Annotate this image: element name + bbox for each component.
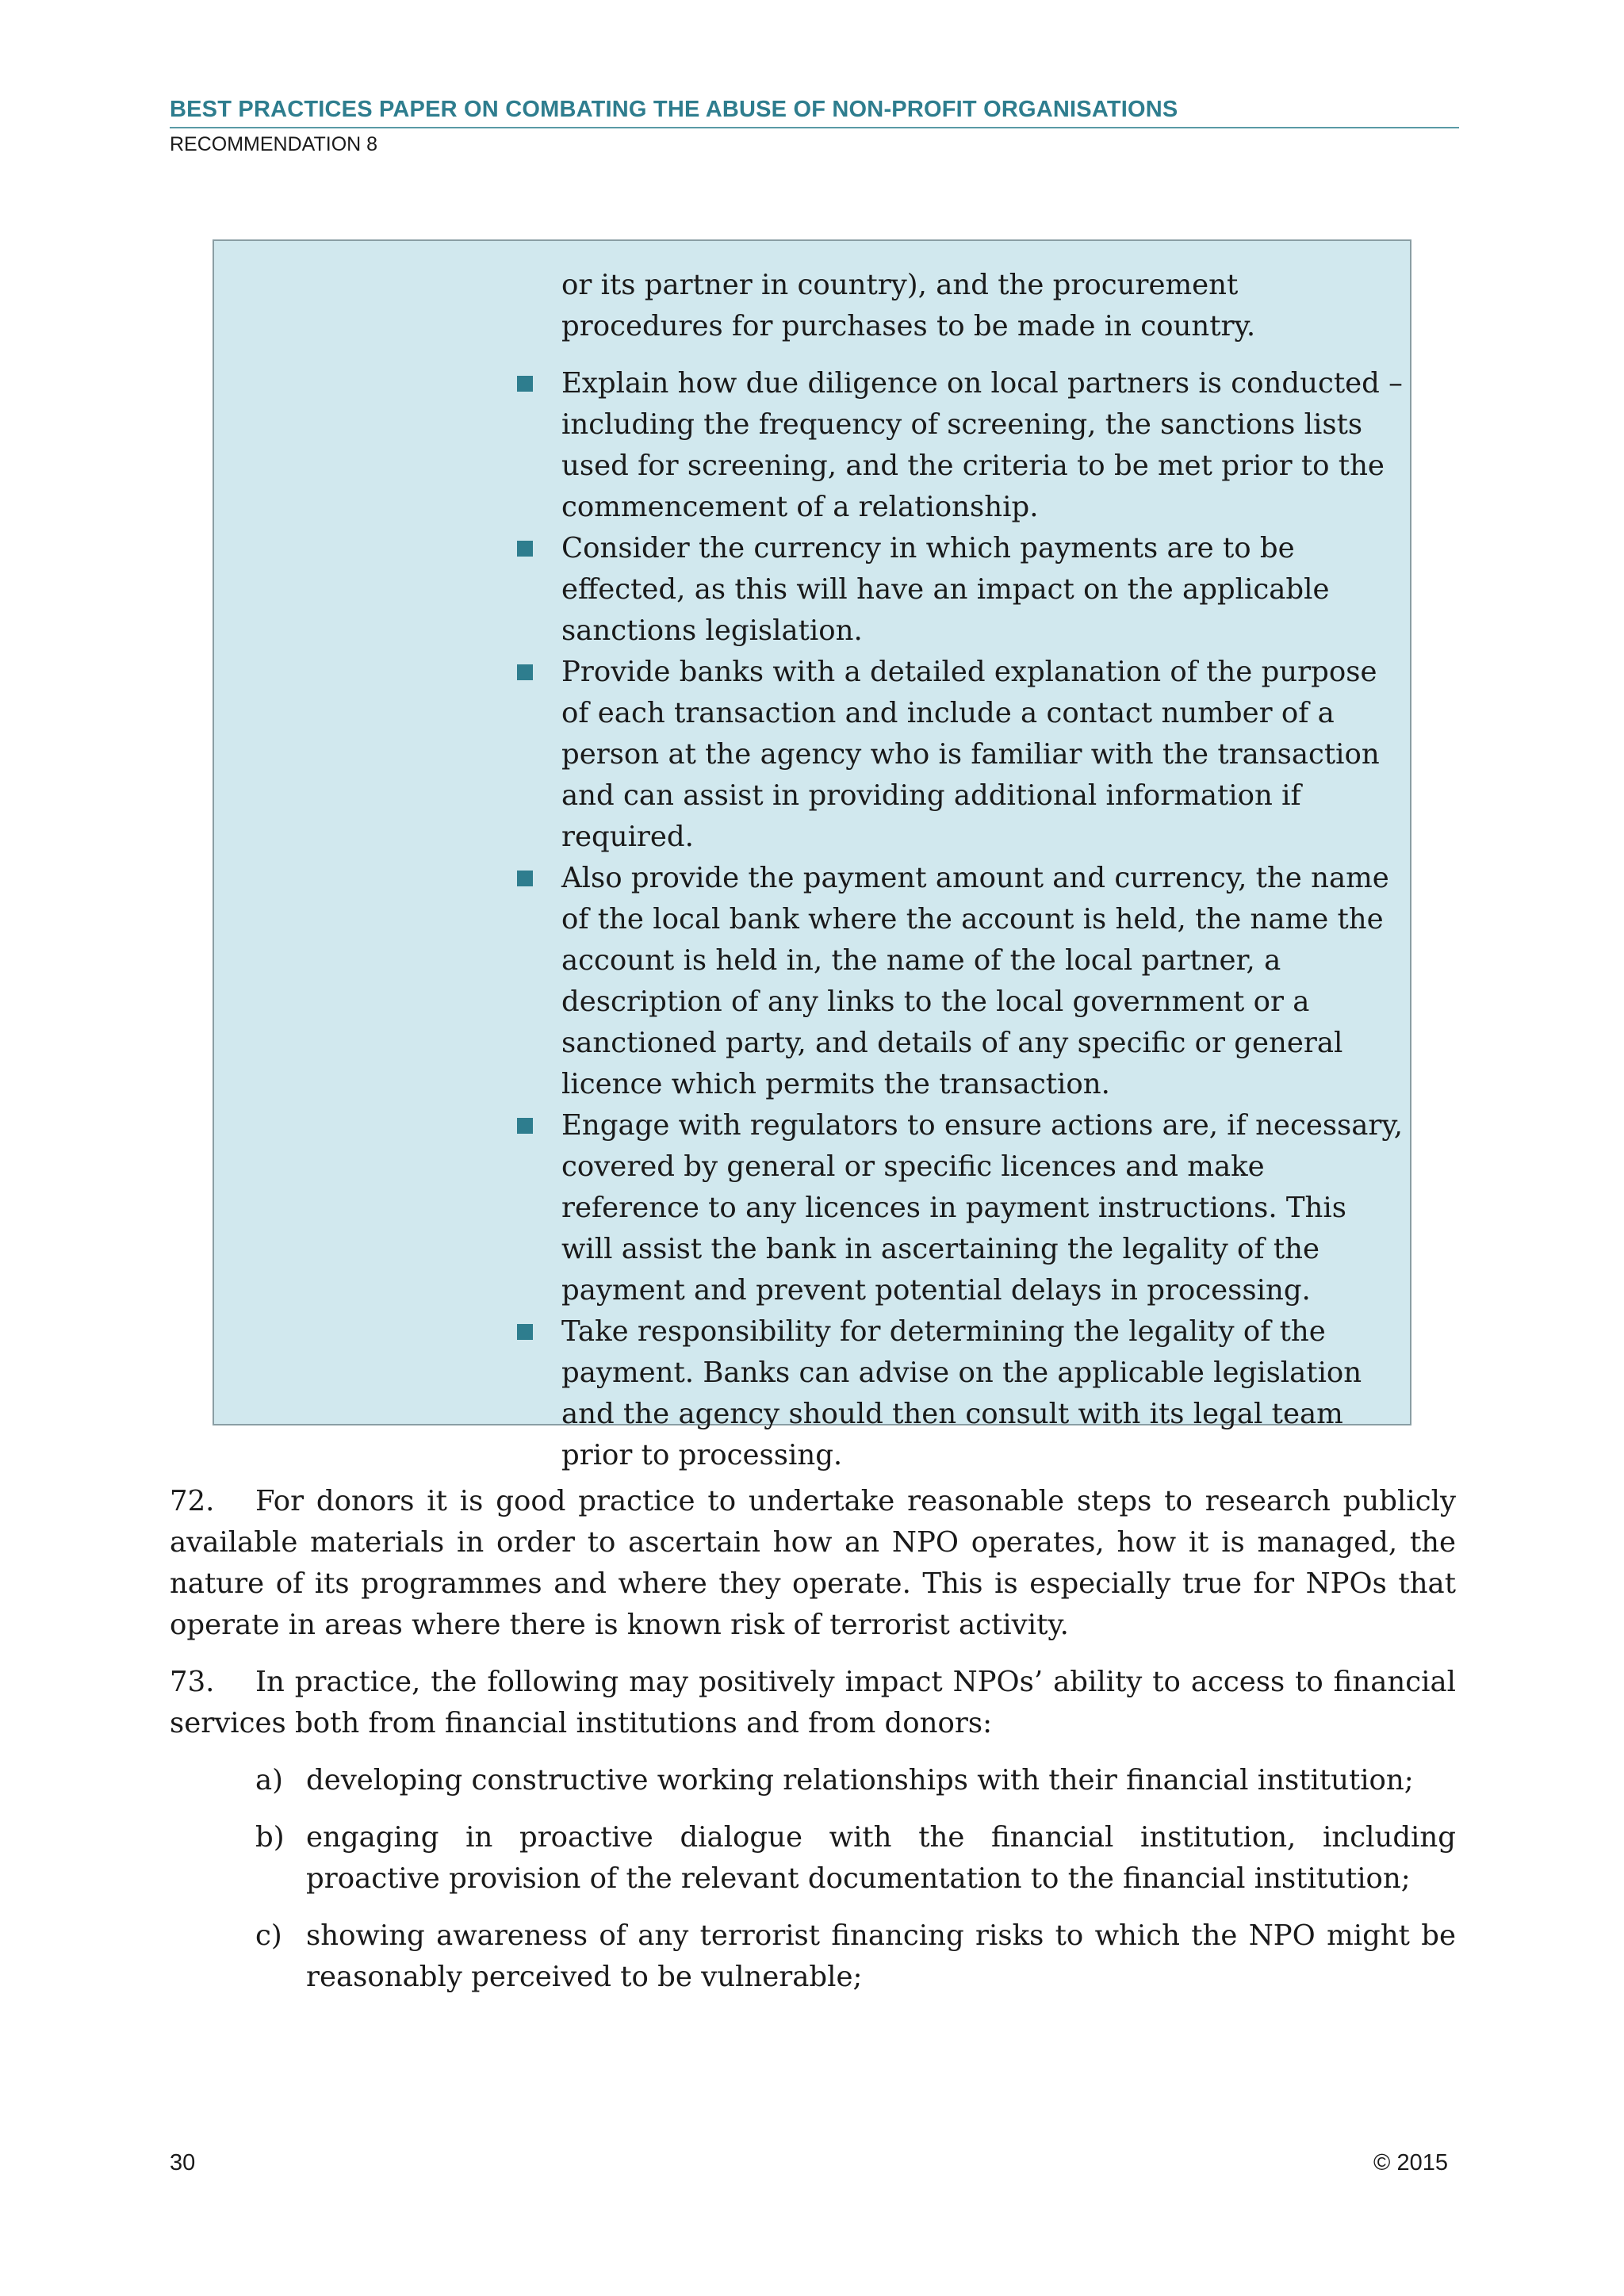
list-item: c) showing awareness of any terrorist financing risks to which the NPO might be reasonably perceived to be vulnerable;	[170, 1915, 1456, 1998]
continuation-text: or its partner in country), and the procurement procedures for purchases to be made in country.	[561, 269, 1256, 342]
page-header	[170, 94, 1459, 160]
bullet-item: Engage with regulators to ensure actions are, if necessary, covered by general or specific licences and make reference to any licences in payment instructions. This will assist the bank in ascertaining the legality of the payment and prevent potential delays in processing.	[517, 1105, 1405, 1311]
paragraph-72: 72. For donors it is good practice to undertake reasonable steps to research publicly available materials in order to ascertain how an NPO operates, how it is managed, the nature of its programmes and where they operate. This is especially true for NPOs that operate in areas where there is known risk of terrorist activity.	[170, 1481, 1456, 1646]
recommendation-label: RECOMMENDATION 8	[170, 133, 378, 155]
document-title: BEST PRACTICES PAPER ON COMBATING THE ABUSE OF NON-PROFIT ORGANISATIONS	[170, 94, 1459, 128]
guidance-box-content	[517, 265, 1405, 1476]
list-item: b) engaging in proactive dialogue with the financial institution, including proactive provision of the relevant documentation to the financial institution;	[170, 1817, 1456, 1900]
list-marker: c)	[255, 1919, 282, 1952]
list-marker: b)	[255, 1821, 285, 1854]
paragraph-73: 73. In practice, the following may positively impact NPOs’ ability to access to financial services both from financial institutions and from donors:	[170, 1662, 1456, 1744]
square-bullet-icon	[517, 871, 533, 886]
square-bullet-icon	[517, 541, 533, 557]
list-item: a) developing constructive working relationships with their financial institution;	[170, 1760, 1456, 1801]
paragraph-number: 73.	[170, 1666, 215, 1698]
body-text	[170, 1481, 1456, 2014]
page-footer	[170, 2150, 1448, 2176]
guidance-box	[213, 239, 1411, 1471]
square-bullet-icon	[517, 1118, 533, 1134]
bullet-item: Consider the currency in which payments are to be effected, as this will have an impact on the applicable sanctions legislation.	[517, 528, 1405, 652]
bullet-item: Also provide the payment amount and currency, the name of the local bank where the account is held, the name the account is held in, the name of the local partner, a description of any links to the local government or a sanctioned party, and details of any specific or general licence which permits the transaction.	[517, 858, 1405, 1105]
paragraph-number: 72.	[170, 1485, 215, 1517]
square-bullet-icon	[517, 664, 533, 680]
square-bullet-icon	[517, 376, 533, 392]
bullet-item: Explain how due diligence on local partners is conducted – including the frequency of screening, the sanctions lists used for screening, and the criteria to be met prior to the commencement of a relationship.	[517, 363, 1405, 528]
page-number: 30	[170, 2150, 196, 2175]
bullet-item: Take responsibility for determining the legality of the payment. Banks can advise on the applicable legislation and the agency should then consult with its legal team prior to processing.	[517, 1311, 1405, 1476]
list-marker: a)	[255, 1764, 284, 1797]
square-bullet-icon	[517, 1324, 533, 1340]
copyright: © 2015	[1373, 2150, 1448, 2175]
bullet-item: Provide banks with a detailed explanation of the purpose of each transaction and include a contact number of a person at the agency who is familiar with the transaction and can assist in providing additional information if required.	[517, 652, 1405, 858]
